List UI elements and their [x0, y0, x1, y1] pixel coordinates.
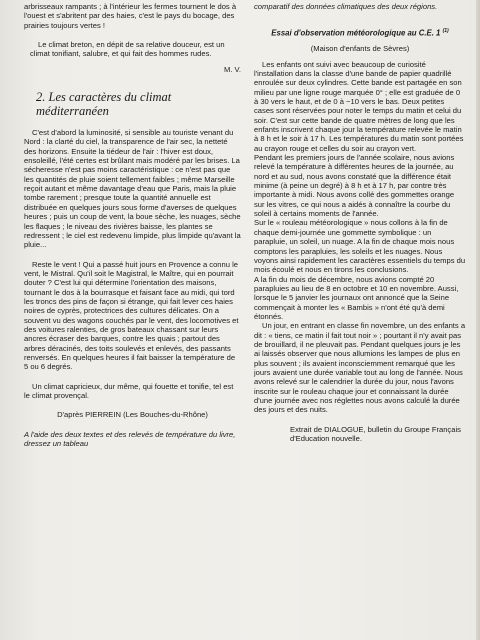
signature: M. V. — [223, 64, 241, 74]
breton-paragraph: Le climat breton, en dépit de sa relative douceur, est un climat tonifiant, salubre, et qui fait des hommes rudes. — [30, 40, 225, 59]
page-edge — [476, 0, 480, 640]
essay-title — [254, 27, 466, 38]
essay-footnote-mark: (1) — [442, 28, 449, 35]
essay-paragraph-2: Pendant les premiers jours de l'année scolaire, nous avions relevé la température à différentes heures de la journée, au nord et au sud, nous avons constaté que la différence était minime (à peine un degré) à 8 h et à 17 h, par contre très importante à midi. Nous avons collé des gommettes orange sur les vitres, ce qui nous a aidés à connaître la courbe du soleil à certains moments de l'année. — [254, 153, 455, 219]
right-column — [254, 2, 466, 443]
essay-subtitle: (Maison d'enfants de Sèvres) — [310, 44, 410, 54]
left-column — [24, 2, 241, 448]
exercise-instruction-continued: comparatif des données climatiques des deux régions. — [254, 2, 438, 11]
intro-paragraph: arbrisseaux rampants ; à l'intérieur les fermes tournent le dos à l'ouest et s'abritent par des haies, c'est le pays du bocage, des prairies toujours vertes ! — [24, 2, 237, 30]
source-line: D'après PIERREIN (Les Bouches-du-Rhône) — [57, 410, 208, 420]
wind-paragraph: Reste le vent ! Qui a passé huit jours en Provence a connu le vent, le Mistral. Qu'il soit le Magistral, le Maître, qui en pourrait douter ? C'est lui qui détermine l'orientation des maisons, tournant le dos à la bourrasque et faisant face au midi, qui tord les troncs des pins de façon si étrange, qui fait lever ces haies noires de cyprès, protectrices des cultures délicates. On a souvent vu des wagons couchés par le vent, des locomotives et des voitures ralenties, de gros bateaux chassant sur leurs ancres écraser des barques, contre les quais ; partout des arbres déracinés, des toits soulevés et enlevés, des passants renversés. En quelques heures il fait baisser la température de 5 ou 6 degrés. — [24, 259, 239, 372]
essay-paragraph-1: Les enfants ont suivi avec beaucoup de curiosité l'installation dans la classe d'une bande de papier quadrillé enroulée sur deux cylindres. Cette bande est partagée en son milieu par une ligne rouge marquée 0° ; elle est graduée de 0 à 30 vers le haut, et de 0 à −10 vers le bas. Deux petites cases sont réservées pour noter le temps du matin et celui du soir. C'est sur cette bande de quatre mètres de long que les enfants inscrivent chaque jour la température relevée le matin à 8 h et le soir à 17 h. Les températures du matin sont portées au crayon rouge et celles du soir au crayon vert. — [254, 59, 464, 153]
exercise-instruction: A l'aide des deux textes et des relevés de température du livre, dressez un tableau — [24, 429, 236, 449]
section-title: 2. Les caractères du climat méditerranéen — [36, 90, 172, 119]
luminosity-paragraph: C'est d'abord la luminosité, si sensible au touriste venant du Nord : la clarté du ciel, la transparence de l'air sec, la netteté des horizons. Ensuite la tiédeur de l'air : l'hiver est doux, ensoleillé, l'été certes est brûlant mais modéré par les brises. La sécheresse n'est pas moins caractéristique : ce n'est pas que les quantités de pluie soient tellement faibles ; même Marseille reçoit autant et même davantage d'eau que Paris, mais la pluie tombe rarement ; presque toute la quantité annuelle est distribuée en quelques jours sous forme d'averses de quelques heures ; puis un coup de vent, la boue sèche, les nuages, sèche les flaques ; le niveau des rivières baisse, les plantes se redressent ; le ciel est redevenu limpide, plus limpide qu'avant la pluie... — [24, 128, 241, 250]
essay-paragraph-3: Sur le « rouleau météorologique » nous collons à la fin de chaque demi-journée une gommette symbolique : un parapluie, un soleil, un nuage. A la fin de chaque mois nous comptons les parapluies, les soleils et les nuages. Nous voyons ainsi rapidement les caractères essentiels du temps du mois écoulé et nous en tirons les conclusions. — [254, 218, 466, 275]
conclusion-paragraph: Un climat capricieux, dur même, qui fouette et tonifie, tel est le climat provençal. — [24, 381, 234, 400]
source-credit: Extrait de DIALOGUE, bulletin du Groupe Français d'Education nouvelle. — [290, 424, 461, 444]
essay-title-text: Essai d'observation météorologique au C.E. 1 — [271, 28, 441, 38]
essay-paragraph-4: A la fin du mois de décembre, nous avions compté 20 parapluies au lieu de 8 en octobre et 10 en novembre. Aussi, lorsque le 5 janvier les journaux ont annoncé que la Seine commençait à monter les « Bambis » n'ont été qu'à demi étonnés. — [254, 274, 459, 321]
essay-paragraph-5: Un jour, en entrant en classe fin novembre, un des enfants a dit : « tiens, ce matin il fait tout noir » ; pourtant il n'y avait pas de brouillard, il ne pleuvait pas. Pendant quelques jours je les ai laissés observer que nous allumions les lampes de plus en plus souvent ; ils avaient inconsciemment remarqué que les jours avaient une durée variable tout au long de l'année. Nous avons relevé sur le calendrier la durée du jour, nous l'avons inscrite sur le rouleau chaque jour et connaissant la durée d'une journée avec nos réglettes nous avons calculé la durée des jours et des nuits. — [254, 321, 466, 415]
